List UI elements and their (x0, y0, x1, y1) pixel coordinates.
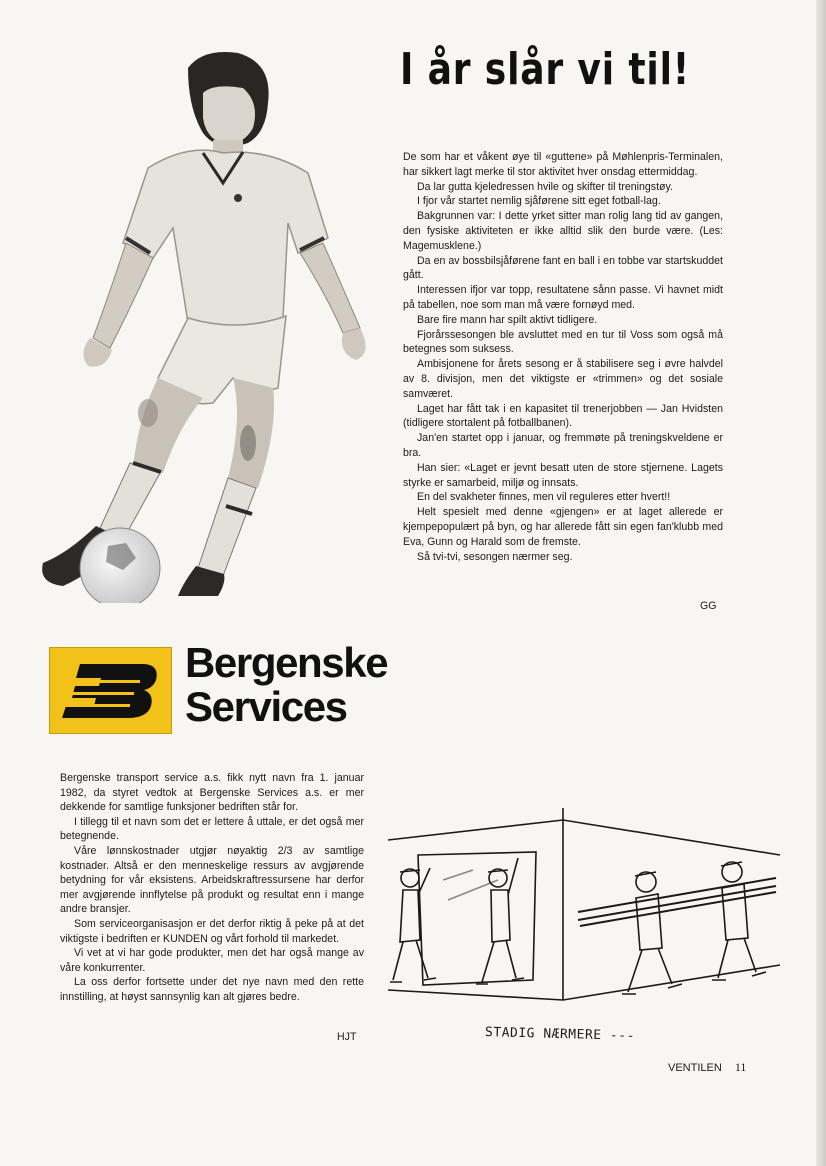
paragraph: Ambisjonene for årets sesong er å stabilisere seg i øvre halvdel av 8. divisjon, men det viktigste er «trimmen» og det sosiale samværet. (403, 358, 723, 400)
cartoon-caption: STADIG NÆRMERE --- (484, 1025, 636, 1044)
logo-line-1: Bergenske (185, 639, 388, 686)
paragraph: Helt spesielt med denne «gjengen» er at laget allerede er kjempepopulært på byn, og har allerede fått sin egen fan'klubb med Eva, Gunn og Harald som de fremste. (403, 506, 723, 548)
paragraph: Fjorårssesongen ble avsluttet med en tur til Voss som også må betegnes som suksess. (403, 328, 723, 356)
article-signature: GG (700, 600, 717, 612)
bergenske-logo-mark (49, 647, 172, 734)
paragraph: Da en av bossbilsjåførene fant en ball i en tobbe var startskuddet gått. (403, 254, 723, 282)
logo-line-2: Services (185, 683, 347, 730)
paragraph: Han sier: «Laget er jevnt besatt uten de store stjernene. Lagets styrke er samarbeid, miljø og innsats. (403, 461, 723, 489)
paragraph: Vi vet at vi har gode produkter, men det har også mange av våre konkurrenter. (60, 947, 364, 974)
paragraph: Våre lønnskostnader utgjør nøyaktig 2/3 av samtlige kostnader. Altså er den menneskelige ressurs av avgjørende betydning for vår eksistens. Arbeidskraftressursene har derfor mer avgjørende innflytelse på produkt og resultat enn i mange andre bransjer. (60, 844, 364, 916)
paragraph: Da lar gutta kjeledressen hvile og skifter til treningstøy. (417, 180, 673, 193)
paragraph: Så tvi-tvi, sesongen nærmer seg. (417, 550, 573, 563)
footballer-photo (38, 48, 378, 603)
paragraph: Bare fire mann har spilt aktivt tidligere. (417, 313, 598, 326)
page-edge (816, 0, 826, 1166)
paragraph: Som serviceorganisasjon er det derfor riktig å peke på at det viktigste i bedriften er KUNDEN og vårt forhold til markedet. (60, 917, 364, 945)
paragraph: Laget har fått tak i en kapasitet til trenerjobben — Jan Hvidsten (tidligere stortalent på fotballbanen). (403, 402, 723, 430)
page-footer (668, 1060, 746, 1075)
paragraph: I tillegg til et navn som det er lettere å uttale, er det også mer betegnende. (60, 815, 364, 843)
company-logo-text (185, 639, 388, 730)
cartoon-illustration (388, 800, 780, 1020)
paragraph: Bergenske transport service a.s. fikk nytt navn fra 1. januar 1982, da styret vedtok at Bergenske Services a.s. er mer dekkende for samtlige funksjoner bedriften står for. (60, 772, 364, 814)
paragraph: Jan'en startet opp i januar, og fremmøte på treningskveldene er bra. (403, 432, 723, 459)
article-signature: HJT (337, 1031, 357, 1043)
article-title: I år slår vi til! (400, 44, 691, 95)
football-article (403, 150, 723, 564)
paragraph: I fjor vår startet nemlig sjåførene sitt eget fotball-lag. (417, 195, 661, 208)
paragraph: Bakgrunnen var: I dette yrket sitter man rolig lang tid av gangen, den fysiske aktiviteten er ikke alltid slik den burde være. (Les: Magemusklene.) (403, 210, 723, 252)
paragraph: De som har et våkent øye til «guttene» på Møhlenpris-Terminalen, har sikkert lagt merke til stor aktivitet hver onsdag ettermiddag. (403, 151, 723, 178)
paragraph: Interessen ifjor var topp, resultatene sånn passe. Vi havnet midt på tabellen, noe som man må være fornøyd med. (403, 284, 723, 311)
page-number: 11 (734, 1060, 747, 1074)
paragraph: En del svakheter finnes, men vil reguleres etter hvert!! (417, 491, 671, 504)
paragraph: La oss derfor fortsette under det nye navn med den rette innstilling, at høyst sannsynlig kan alt gjøres bedre. (60, 976, 364, 1003)
company-article (60, 771, 364, 1005)
magazine-name: VENTILEN (668, 1062, 722, 1074)
b-logo-icon (50, 648, 171, 733)
